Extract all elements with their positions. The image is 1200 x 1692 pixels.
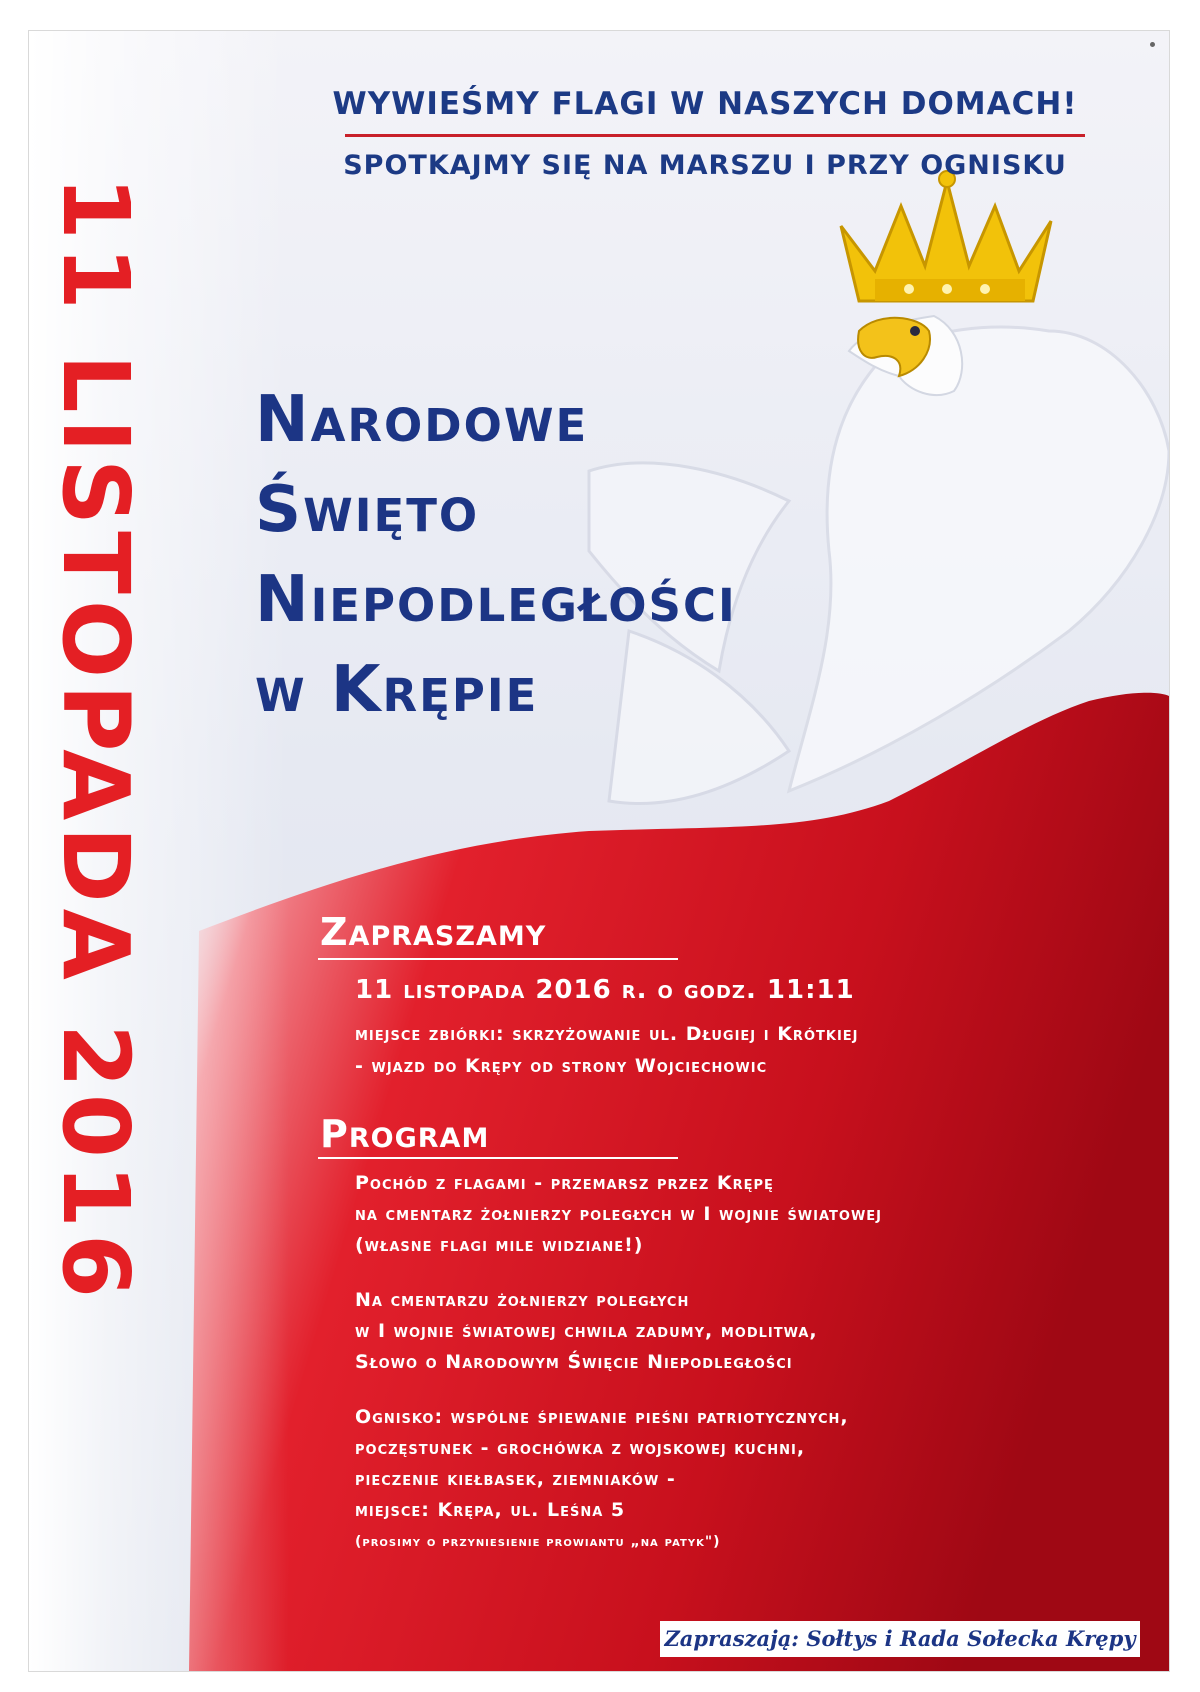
- program-p2-line-2: w I wojnie światowej chwila zadumy, modlitwa,: [355, 1320, 818, 1342]
- program-p2-line-3: Słowo o Narodowym Święcie Niepodległości: [355, 1351, 793, 1373]
- program-p1-line-2: na cmentarz żołnierzy poległych w I wojnie światowej: [355, 1203, 883, 1225]
- program-p3-line-4: miejsce: Krępa, ul. Leśna 5: [355, 1499, 626, 1521]
- program-p1-line-1: Pochód z flagami - przemarsz przez Krępę: [355, 1172, 774, 1194]
- title-line-1: Narodowe: [255, 383, 589, 457]
- title-line-4: w Krępie: [255, 653, 539, 727]
- title-line-2: Święto: [255, 473, 480, 547]
- title-line-3: Niepodległości: [255, 563, 737, 637]
- invite-place-1: miejsce zbiórki: skrzyżowanie ul. Długiej i Krótkiej: [355, 1023, 859, 1045]
- crown-icon: [841, 171, 1051, 301]
- header-line-1: WYWIEŚMY FLAGI W NASZYCH DOMACH!: [332, 86, 1078, 122]
- program-heading: Program: [320, 1112, 490, 1156]
- header-line-2: SPOTKAJMY SIĘ NA MARSZU I PRZY OGNISKU: [343, 150, 1067, 181]
- invite-heading-underline: [318, 958, 678, 960]
- invite-heading: Zapraszamy: [320, 910, 547, 954]
- vertical-date: 11 LISTOPADA 2016: [42, 176, 149, 1304]
- scan-dot: [1150, 42, 1155, 47]
- footer-organizers: Zapraszają: Sołtys i Rada Sołecka Krępy: [660, 1621, 1140, 1657]
- program-p2-line-1: Na cmentarzu żołnierzy poległych: [355, 1289, 690, 1311]
- page-title: [255, 375, 737, 735]
- program-p1-line-3: (własne flagi mile widziane!): [355, 1234, 644, 1256]
- invite-date: 11 listopada 2016 r. o godz. 11:11: [355, 975, 855, 1005]
- invite-place-2: - wjazd do Krępy od strony Wojciechowic: [355, 1055, 768, 1077]
- program-p3-line-2: poczęstunek - grochówka z wojskowej kuchni,: [355, 1437, 806, 1459]
- program-p3-line-3: pieczenie kiełbasek, ziemniaków -: [355, 1468, 676, 1490]
- program-p3-line-1: Ognisko: wspólne śpiewanie pieśni patriotycznych,: [355, 1406, 849, 1428]
- header-divider: [345, 134, 1085, 137]
- program-p3-line-5: (prosimy o przyniesienie prowiantu „na patyk"): [355, 1534, 721, 1550]
- program-heading-underline: [318, 1157, 678, 1159]
